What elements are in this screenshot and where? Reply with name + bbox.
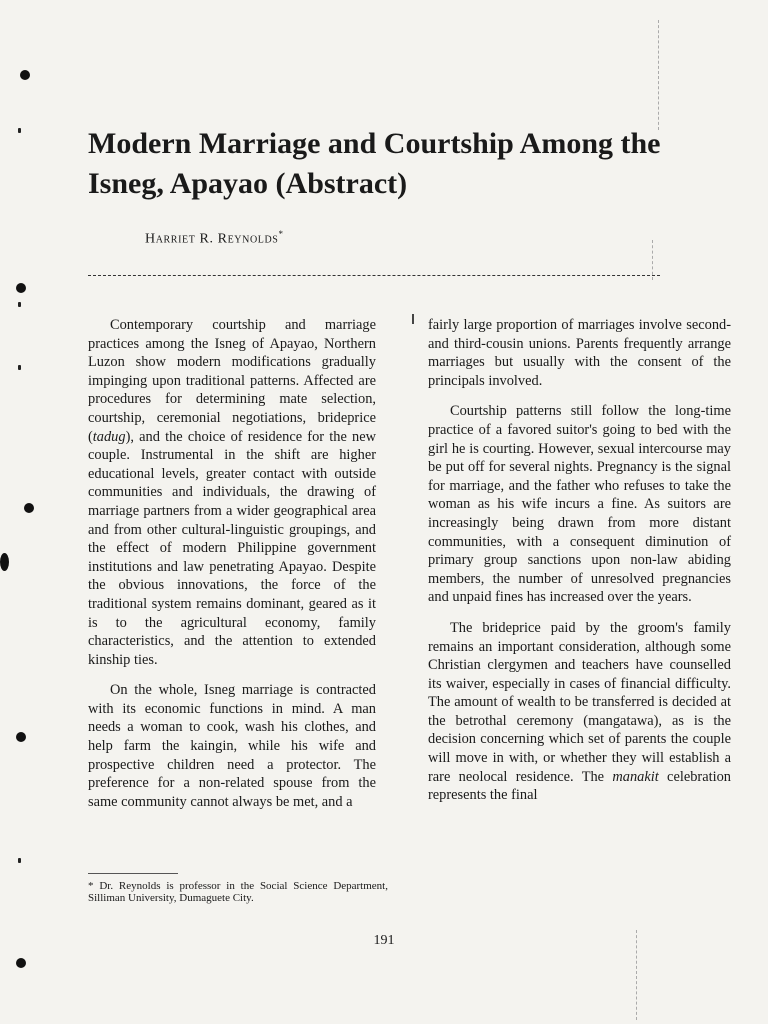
article-title: Modern Marriage and Courtship Among the Isneg, Apayao (Abstract) bbox=[88, 127, 661, 200]
binder-hole-mark bbox=[24, 503, 34, 513]
scan-mark bbox=[18, 128, 21, 133]
binder-hole-mark bbox=[20, 70, 30, 80]
footnote: * Dr. Reynolds is professor in the Social Science Department, Silliman University, Dumaguete City. bbox=[88, 880, 388, 904]
footnote-divider bbox=[88, 873, 178, 874]
paragraph: The brideprice paid by the groom's family remains an important consideration, although some Christian clergymen and teachers have counselled its waiver, especially in cases of financial difficulty. The amount of wealth to be transferred is decided at the betrothal ceremony (mangatawa), as is the decision concerning which set of parents the couple will move in with, or whether they will establish a rare neolocal residence. The manakit celebration represents the final bbox=[428, 619, 731, 804]
scan-margin-line bbox=[652, 240, 653, 280]
binder-hole-mark bbox=[16, 732, 26, 742]
left-column bbox=[88, 316, 376, 823]
paragraph: Contemporary courtship and marriage practices among the Isneg of Apayao, Northern Luzon show modern modifications gradually impinging upon traditional patterns. Affected are procedures for determining mate selection, courtship, ceremonial negotiations, brideprice (tadug), and the choice of residence for the new couple. Instrumental in the shift are higher educational levels, greater contact with outside communities and individuals, the drawing of marriage partners from a wider geographical area and from other cultural-linguistic groupings, and the effect of modern Philippine government institutions and law penetrating Apayao. Despite the obvious innovations, the force of the traditional system remains dominant, geared as it is to the agricultural economy, family characteristics, and the attention to extended kinship ties. bbox=[88, 317, 376, 668]
scan-mark bbox=[18, 858, 21, 863]
author-name bbox=[145, 229, 284, 248]
author-name-text: Harriet R. Reynolds bbox=[145, 231, 279, 247]
scan-margin-line bbox=[658, 20, 659, 130]
paragraph: On the whole, Isneg marriage is contracted with its economic functions in mind. A man needs a woman to cook, wash his clothes, and help farm the kaingin, while his wife and prospective children need a protector. The preference for a non-related spouse from the same community cannot always be met, and a bbox=[88, 682, 376, 810]
binder-hole-mark bbox=[16, 958, 26, 968]
paragraph: Courtship patterns still follow the long-time practice of a favored suitor's going to bed with the girl he is courting. However, sexual intercourse may be put off for several nights. Pregnancy is the signal for marriage, and the father who refuses to take the woman as his wife incurs a fine. As suitors are increasingly being drawn from more distant communities, with a consequent diminution of primary group sanctions upon non-law abiding members, the number of unresolved pregnancies and unpaid fines has increased over the years. bbox=[428, 403, 731, 606]
binder-hole-mark bbox=[0, 553, 9, 571]
page-number: 191 bbox=[373, 933, 395, 948]
title-divider bbox=[88, 275, 660, 276]
right-column bbox=[428, 316, 731, 817]
paragraph: fairly large proportion of marriages involve second- and third-cousin unions. Parents frequently arrange marriages but usually with the consent of the principals involved. bbox=[428, 317, 731, 389]
binder-hole-mark bbox=[16, 283, 26, 293]
scan-mark bbox=[412, 314, 414, 324]
scan-mark bbox=[18, 302, 21, 307]
scan-mark bbox=[18, 365, 21, 370]
author-footnote-mark: * bbox=[278, 229, 284, 239]
